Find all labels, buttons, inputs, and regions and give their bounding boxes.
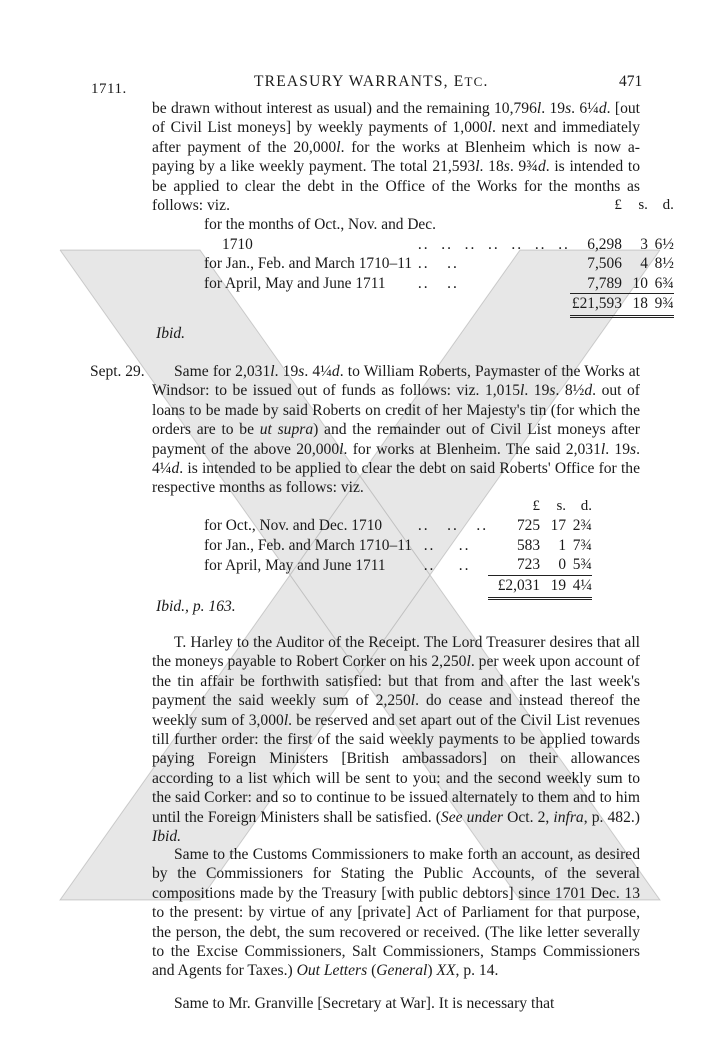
row-shillings: 17 <box>550 517 567 535</box>
running-title: TREASURY WARRANTS, ETC. <box>254 73 489 90</box>
row-desc-cont: 1710 <box>222 235 253 253</box>
row-desc: for the months of Oct., Nov. and Dec. <box>204 216 436 234</box>
col-pence: d. <box>580 498 593 514</box>
row-desc: for Jan., Feb. and March 1710–11 <box>204 536 413 554</box>
entry-1-text: be drawn without interest as usual) and the remaining 10,796l. 19s. 6¼d. [out of Civil List moneys] by weekly payments of 1,000l. next and immediately after payment of the 20,000l. for the works at Blenheim which is now a-paying by a like weekly payment. The total 21,593l. 18s. 9¾d. is intended to be applied to clear the debt in the Office of the Works for the months as follows: viz. <box>152 100 641 215</box>
row-pounds: 7,789 <box>587 274 622 292</box>
entry-1-account-table: £ s. d. for the months of Oct., Nov. and Dec. 1710 .. .. .. .. .. .. .. 6,298 3 6½ for Jan., Feb. and March 1710–11 .. .. 7,506 4 8½ for April, May and June 1711 .. .. 7,789 10 6¾ £21,593 18 9¾ <box>204 196 674 318</box>
row-pounds: 725 <box>516 517 541 535</box>
row-pence: 6½ <box>654 235 674 253</box>
row-desc: for Jan., Feb. and March 1710–11 <box>204 255 413 273</box>
entry-5-text: Same to Mr. Granville [Secretary at War]. It is necessary that <box>174 995 555 1012</box>
row-pounds: 723 <box>516 556 541 574</box>
row-shillings: 4 <box>640 255 648 273</box>
total-pounds: £21,593 <box>570 294 622 317</box>
row-pence: 2¾ <box>572 517 593 535</box>
total-pounds: £2,031 <box>488 575 540 598</box>
page-number: 471 <box>619 73 643 90</box>
row-pounds: 7,506 <box>587 255 622 273</box>
row-pounds: 6,298 <box>587 235 622 253</box>
entry-2-account-table: £ s. d. for Oct., Nov. and Dec. 1710 .. .. .. 725 17 2¾ for Jan., Feb. and March 1710–11 .. .. 583 1 7¾ for April, May and June 1711 .. .. 723 0 5¾ £2,031 19 4¼ <box>204 497 592 600</box>
entry-2-source: Ibid., p. 163. <box>156 598 236 615</box>
row-shillings: 10 <box>632 274 648 292</box>
col-pence: d. <box>662 197 674 213</box>
entry-3-text: T. Harley to the Auditor of the Receipt. The Lord Treasurer desires that all the moneys payable to Robert Corker on his 2,250l. per week upon account of the tin affair be forthwith satisfied: but that from and after the last week's payment the said weekly sum of 2,250l. do cease and instead thereof the weekly sum of 3,000l. be reserved and set apart out of the Civil List revenues till further order: the first of the said weekly payments to be applied towards paying Foreign Ministers [British ambassadors] on their allowances according to a list which will be sent to you: and the second weekly sum to the said Corker: and so to continue to be issued alternately to them and to him until the Foreign Ministers shall be satisfied. (See under Oct. 2, infra, p. 482.) Ibid. <box>152 634 641 846</box>
row-pence: 8½ <box>654 255 674 273</box>
total-pence: 9¾ <box>648 294 674 317</box>
entry-4-text: Same to the Customs Commissioners to make forth an account, as desired by the Commissioners for Stating the Public Accounts, of the several compositions made by the Treasury [with public debtors] since 1701 Dec. 13 to the present: by virtue of any [private] Act of Parliament for that purpose, the person, the debt, the sum recovered or received. (The like letter severally to the Excise Commissioners, Salt Commissioners, Stamps Commissioners and Agents for Taxes.) Out Letters (General) XX, p. 14. <box>152 846 640 980</box>
row-pence: 6¾ <box>654 274 674 292</box>
entry-2-date: Sept. 29. <box>90 363 145 380</box>
row-pence: 7¾ <box>572 536 593 554</box>
col-pounds: £ <box>614 197 622 213</box>
col-shillings: s. <box>638 197 648 213</box>
header-year: 1711. <box>91 81 127 97</box>
row-shillings: 0 <box>558 556 567 574</box>
row-desc: for April, May and June 1711 <box>204 556 386 574</box>
total-shillings: 19 <box>540 575 566 598</box>
row-shillings: 3 <box>640 235 648 253</box>
row-shillings: 1 <box>558 536 567 554</box>
entry-2-text: Same for 2,031l. 19s. 4¼d. to William Roberts, Paymaster of the Works at Windsor: to be issued out of funds as follows: viz. 1,015l. 19s. 8½d. out of loans to be made by said Roberts on credit of her Majesty's tin (for which the orders are to be ut supra) and the remainder out of Civil List moneys after payment of the above 20,000l. for works at Blenheim. The said 2,031l. 19s. 4¼d. is intended to be applied to clear the debt on said Roberts' Office for the respective months as follows: viz. <box>152 363 641 497</box>
total-shillings: 18 <box>622 294 648 317</box>
row-desc: for April, May and June 1711 <box>204 275 386 293</box>
row-pounds: 583 <box>516 536 541 554</box>
entry-1-source: Ibid. <box>156 325 186 342</box>
row-pence: 5¾ <box>572 556 593 574</box>
total-pence: 4¼ <box>566 575 592 598</box>
col-pounds: £ <box>532 498 541 514</box>
col-shillings: s. <box>556 498 567 514</box>
row-desc: for Oct., Nov. and Dec. 1710 <box>204 517 383 535</box>
